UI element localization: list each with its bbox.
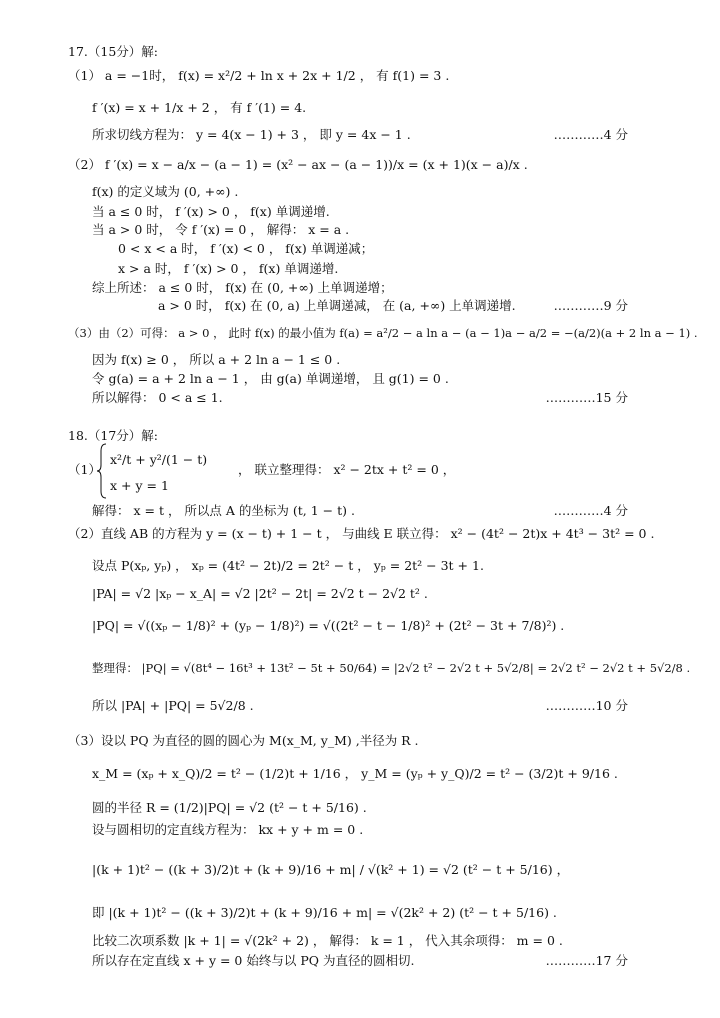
p18-part3-line5: |(k + 1)t² − ((k + 3)/2)t + (k + 9)/16 + m| / √(k² + 1) = √2 (t² − t + 5/16) ， bbox=[92, 862, 570, 877]
p18-part2-line6: 所以 |PA| + |PQ| = 5√2/8 . bbox=[92, 698, 254, 713]
p18-part1-score: …………4 分 bbox=[553, 503, 628, 518]
p18-part1-line2: 解得： x = t ， 所以点 A 的坐标为 (t, 1 − t) . bbox=[92, 503, 355, 518]
p18-part1-after: ， 联立整理得： x² − 2tx + t² = 0 ， bbox=[238, 462, 456, 477]
p17-part2-line6: x > a 时， f ′(x) > 0 ， f(x) 单调递增. bbox=[118, 261, 339, 276]
p18-part3-line4: 设与圆相切的定直线方程为： kx + y + m = 0 . bbox=[92, 822, 364, 837]
p18-part2-line4: |PQ| = √((xₚ − 1/8)² + (yₚ − 1/8)²) = √((2t² − t − 1/8)² + (2t² − 3t + 7/8)²) . bbox=[92, 618, 565, 633]
p18-part3-line6: 即 |(k + 1)t² − ((k + 3)/2)t + (k + 9)/16 + m| = √(2k² + 2) (t² − t + 5/16) . bbox=[92, 905, 557, 920]
p18-part2-line1: （2）直线 AB 的方程为 y = (x − t) + 1 − t ， 与曲线 E 联立得： x² − (4t² − 2t)x + 4t³ − 3t² = 0 . bbox=[68, 526, 655, 541]
system-brace bbox=[97, 443, 107, 499]
p17-part2-score: …………9 分 bbox=[553, 298, 628, 313]
p17-part2-line1: （2） f ′(x) = x − a/x − (a − 1) = (x² − ax − (a − 1))/x = (x + 1)(x − a)/x . bbox=[68, 157, 528, 172]
p17-part2-line8: a > 0 时， f(x) 在 (0, a) 上单调递减， 在 (a, +∞) 上单调递增. bbox=[158, 298, 516, 313]
p18-part2-line2: 设点 P(xₚ, yₚ) ， xₚ = (4t² − 2t)/2 = 2t² − t ， yₚ = 2t² − 3t + 1. bbox=[92, 558, 484, 573]
p17-part2-line2: f(x) 的定义域为 (0, +∞) . bbox=[92, 184, 239, 199]
problem-18-header: 18.（17分）解: bbox=[68, 428, 158, 443]
p18-part3-line7: 比较二次项系数 |k + 1| = √(2k² + 2) ， 解得： k = 1 ， 代入其余项得： m = 0 . bbox=[92, 933, 563, 948]
p17-part2-line4: 当 a > 0 时， 令 f ′(x) = 0 ， 解得： x = a . bbox=[92, 222, 350, 237]
p18-system-eq1: x²/t + y²/(1 − t) bbox=[110, 452, 208, 467]
p17-part2-line7: 综上所述： a ≤ 0 时， f(x) 在 (0, +∞) 上单调递增； bbox=[92, 280, 393, 295]
p18-part3-line2: x_M = (xₚ + x_Q)/2 = t² − (1/2)t + 1/16 ， y_M = (yₚ + y_Q)/2 = t² − (3/2)t + 9/16 . bbox=[92, 766, 618, 781]
p17-part3-line4: 所以解得： 0 < a ≤ 1. bbox=[92, 390, 223, 405]
p18-part3-line3: 圆的半径 R = (1/2)|PQ| = √2 (t² − t + 5/16) . bbox=[92, 800, 367, 815]
p17-part1-line1: （1） a = −1时， f(x) = x²/2 + ln x + 2x + 1/2 ， 有 f(1) = 3 . bbox=[68, 68, 450, 83]
p17-part2-line3: 当 a ≤ 0 时， f ′(x) > 0 ， f(x) 单调递增. bbox=[92, 204, 330, 219]
p18-part3-score: …………17 分 bbox=[545, 953, 628, 968]
p18-part2-line3: |PA| = √2 |xₚ − x_A| = √2 |2t² − 2t| = 2√2 t − 2√2 t² . bbox=[92, 586, 428, 601]
p18-system-eq2: x + y = 1 bbox=[110, 478, 169, 493]
p17-part1-line2: f ′(x) = x + 1/x + 2 ， 有 f ′(1) = 4. bbox=[92, 100, 307, 115]
p17-part2-line5: 0 < x < a 时， f ′(x) < 0 ， f(x) 单调递减； bbox=[118, 241, 374, 256]
p17-part1-line3: 所求切线方程为： y = 4(x − 1) + 3 ， 即 y = 4x − 1 . bbox=[92, 127, 411, 142]
p18-part1-label: （1） bbox=[68, 462, 101, 477]
p17-part3-line1: （3）由（2）可得： a > 0 ， 此时 f(x) 的最小值为 f(a) = a²/2 − a ln a − (a − 1)a − a/2 = −(a/2)(a + 2 ln a − 1) . bbox=[68, 326, 698, 340]
p18-part3-line8: 所以存在定直线 x + y = 0 始终与以 PQ 为直径的圆相切. bbox=[92, 953, 415, 968]
problem-17-header: 17.（15分）解: bbox=[68, 44, 158, 59]
p18-part2-line5: 整理得： |PQ| = √(8t⁴ − 16t³ + 13t² − 5t + 50/64) = |2√2 t² − 2√2 t + 5√2/8| = 2√2 t² − 2√2 t + 5√2/8 . bbox=[92, 661, 691, 675]
p17-part1-score: …………4 分 bbox=[553, 127, 628, 142]
p18-part3-line1: （3）设以 PQ 为直径的圆的圆心为 M(x_M, y_M) ,半径为 R . bbox=[68, 733, 419, 748]
p17-part3-line3: 令 g(a) = a + 2 ln a − 1 ， 由 g(a) 单调递增， 且 g(1) = 0 . bbox=[92, 371, 449, 386]
p17-part3-score: …………15 分 bbox=[545, 390, 628, 405]
p18-part2-score: …………10 分 bbox=[545, 698, 628, 713]
p17-part3-line2: 因为 f(x) ≥ 0 ， 所以 a + 2 ln a − 1 ≤ 0 . bbox=[92, 352, 341, 367]
